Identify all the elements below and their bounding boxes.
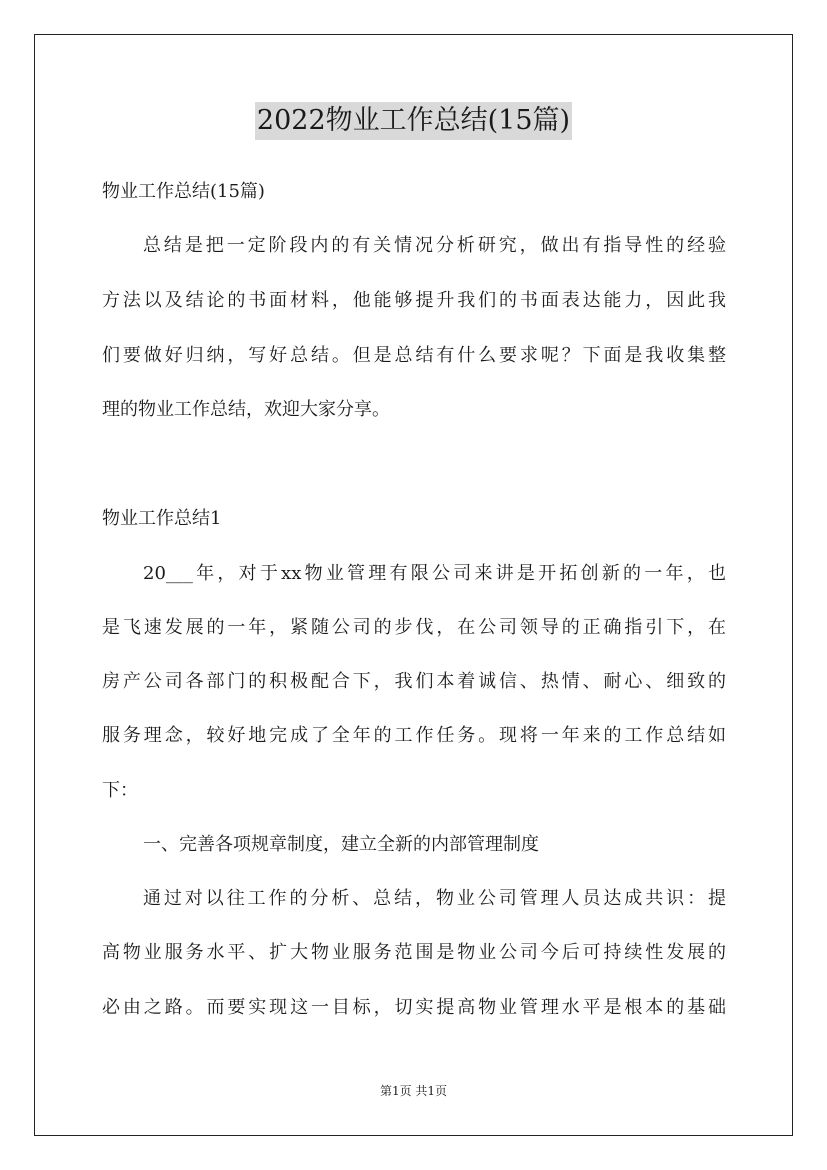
section-line-1: 20___年，对于xx物业管理有限公司来讲是开拓创新的一年，也 [143, 563, 726, 584]
section-line-5: 下： [102, 780, 138, 801]
title-wrap [0, 102, 827, 140]
item-line-1: 通过对以往工作的分析、总结，物业公司管理人员达成共识：提 [143, 888, 726, 909]
subtitle: 物业工作总结(15篇) [102, 181, 265, 202]
intro-line-4: 理的物业工作总结，欢迎大家分享。 [102, 399, 390, 420]
section-line-4: 服务理念，较好地完成了全年的工作任务。现将一年来的工作总结如 [102, 725, 726, 746]
item-line-2: 高物业服务水平、扩大物业服务范围是物业公司今后可持续性发展的 [102, 942, 726, 963]
section-line-2: 是飞速发展的一年，紧随公司的步伐，在公司领导的正确指引下，在 [102, 617, 726, 638]
intro-line-3: 们要做好归纳，写好总结。但是总结有什么要求呢？下面是我收集整 [102, 345, 726, 366]
intro-line-1: 总结是把一定阶段内的有关情况分析研究，做出有指导性的经验 [143, 235, 726, 256]
section-heading: 物业工作总结1 [102, 508, 222, 529]
item-line-3: 必由之路。而要实现这一目标，切实提高物业管理水平是根本的基础 [102, 997, 726, 1018]
intro-line-2: 方法以及结论的书面材料，他能够提升我们的书面表达能力，因此我 [102, 290, 726, 311]
document-title: 2022物业工作总结(15篇) [255, 102, 572, 140]
section-line-3: 房产公司各部门的积极配合下，我们本着诚信、热情、耐心、细致的 [102, 671, 726, 692]
item-heading: 一、完善各项规章制度，建立全新的内部管理制度 [143, 834, 539, 855]
page-number: 第1页 共1页 [379, 1084, 448, 1098]
